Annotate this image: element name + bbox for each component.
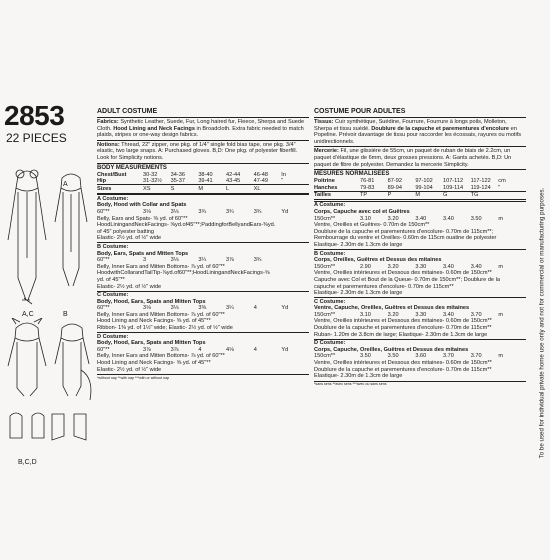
requirement-line: Elastic- 2½ yd. of ½" wide — [97, 366, 162, 373]
yardage-cell: 3.40 — [443, 263, 454, 270]
measurement-cell: 46-48 — [253, 171, 268, 178]
requirement-line: Hood Lining and Neck Facings- ⅝ yd. of 45"** — [97, 360, 211, 367]
requirement-line: Rembourrage du ventre et Oreilles- 0.60m de 115cm ouatine de polyester — [314, 235, 497, 242]
measurement-cell: 30-32 — [143, 171, 158, 178]
size-cell-blank — [281, 185, 309, 193]
yardage-cell: 3.50 — [470, 215, 482, 222]
size-cell: S — [171, 185, 199, 193]
requirement-line: Elastique- 2.30m de 1.3cm de large — [314, 290, 403, 297]
tissus-label: Tissus: — [314, 119, 334, 125]
size-cell: M — [415, 191, 443, 199]
mercerie-label: Mercerie: — [314, 148, 339, 155]
yardage-cell: 4 — [253, 305, 257, 312]
usage-sidebar — [537, 94, 546, 552]
yardage-cell: 3.40 — [415, 215, 427, 222]
yardage-cell: 3¾ — [198, 208, 207, 215]
yardage-cell: 3.70 — [443, 353, 454, 360]
measurement-row — [314, 185, 526, 192]
french-fabrics — [314, 119, 526, 145]
measurement-row — [97, 178, 309, 185]
requirement-line: Elastic- 2½ yd. of ½" wide — [97, 283, 162, 290]
measurement-cell: 38-40 — [198, 171, 213, 178]
measurement-cell: 89-94 — [387, 184, 402, 191]
yardage-cell: 3⅞ — [226, 257, 234, 264]
yardage-row — [314, 264, 526, 271]
measurement-cell: " — [498, 184, 501, 191]
measurement-cell: 31-32½ — [143, 177, 162, 184]
measurement-label: Hip — [97, 177, 107, 184]
requirement-line: capuche et parementures d'encolure- 0.70m de 115cm** — [314, 283, 454, 290]
size-row — [97, 185, 309, 193]
measurement-cell: 119-124 — [470, 184, 491, 191]
yardage-cell: 3⅛ — [170, 257, 179, 264]
costume-title: D Costume: — [97, 333, 129, 340]
yardage-cell: 3⅛ — [170, 305, 179, 312]
size-cell: TG — [471, 191, 499, 199]
sketch-label-b: B — [63, 311, 68, 318]
measurement-cell: In — [281, 171, 286, 178]
yardage-label: 150cm** — [314, 353, 336, 360]
costume-title: B Costume: — [97, 243, 129, 250]
french-bm-body — [314, 178, 526, 200]
sketch-label-a-c: A,C — [22, 311, 34, 318]
yardage-cell: 3 — [143, 257, 147, 264]
requirement-line: Ventre, Oreilles intérieures et Dessous des mitaines- 0.60m de 150cm** — [314, 270, 492, 277]
yardage-cell: 3.70 — [470, 353, 482, 360]
yardage-label: 60"** — [97, 346, 110, 353]
measurement-cell: 117-122 — [470, 178, 491, 185]
costume-section — [314, 249, 526, 297]
costume-section — [314, 339, 526, 380]
measurement-cell: 76-81 — [360, 178, 375, 185]
yardage-cell: Yd — [281, 208, 289, 215]
measurement-cell: 107-112 — [442, 178, 464, 185]
fabrics-text: Synthetic Leather, Suede, Fur, Long haired fur, Fleece, Sherpa and Suede Cloth. — [97, 119, 305, 132]
requirement-line: Belly, Inner Ears and Mitten Bottoms- ⅞ yd. of 60"** — [97, 311, 225, 318]
size-cell-blank — [498, 191, 526, 199]
yardage-row — [314, 353, 526, 360]
yardage-row — [314, 216, 526, 223]
requirement-line: Capuche avec Col et Bout de la Queue- 0.70m de 150cm**; Doublure de la — [314, 276, 500, 283]
costume-title: B Costume: — [314, 250, 346, 257]
measurement-cell: 47-49 — [253, 177, 268, 184]
sketch-b-front — [4, 318, 50, 398]
size-cell: G — [443, 191, 471, 199]
french-footnote: *sans sens **avec sens ***avec ou sans sens — [314, 381, 526, 387]
french-heading: COSTUME POUR ADULTES — [314, 107, 526, 118]
requirement-line: HoodLiningandNeckFacings- ⅝yd.of45"**;PaddingforBellyandEars-⅜yd. — [97, 222, 276, 229]
costume-section — [314, 297, 526, 338]
fabrics-bold: Hood Lining and Neck Facings — [113, 125, 195, 132]
yardage-cell: m — [498, 311, 504, 318]
yardage-cell: 3.40 — [443, 215, 454, 222]
pieces-line: Body, Ears, Spats and Mitten Tops — [97, 250, 189, 257]
costume-title: C Costume: — [97, 292, 129, 299]
yardage-cell: 3⅛ — [170, 208, 179, 215]
requirement-line: Doublure de la capuche et parementures d'encolure- 0.70m de 115cm**; — [314, 228, 494, 235]
measurement-cell: 109-114 — [442, 184, 464, 191]
yardage-cell: 3¼ — [198, 257, 207, 264]
yardage-label: 150cm** — [314, 215, 336, 222]
requirement-line: Ventre, Oreilles intérieures et Dessous des mitaines- 0.60m de 150cm** — [314, 360, 492, 367]
fabrics-tail: in Broadcloth. — [196, 125, 231, 132]
requirement-line: Hood Lining and Neck Facings- ⅝ yd. of 45"** — [97, 318, 211, 325]
mercerie-text: Fil, une glissière de 55cm, un paquet de ruban de biais de 2.2cm, un paquet d'élastique de 6mm, deux grosses pressions. A: Gants achetés. B,D: Un paquet de fibre de polyester. Demandez la mercerie Simplicity. — [314, 148, 512, 168]
yardage-cell: Yd — [281, 346, 289, 353]
sketch-b-back — [50, 320, 96, 404]
size-cell: L — [226, 185, 254, 193]
usage-note: To be used for individual private home use only and not for commercial or manufacturing purposes. — [538, 187, 545, 459]
yardage-cell: 3¾ — [253, 257, 262, 264]
size-cell: M — [198, 185, 226, 193]
yardage-label: 150cm** — [314, 311, 336, 318]
yardage-cell: 3⅛ — [143, 208, 151, 215]
size-cell: P — [388, 191, 416, 199]
french-notions — [314, 148, 526, 168]
yardage-cell: 3.10 — [360, 215, 371, 222]
yardage-cell: 3¾ — [226, 208, 234, 215]
yardage-cell: 3⅞ — [170, 346, 179, 353]
costume-title: C Costume: — [314, 298, 346, 305]
yardage-cell: m — [498, 263, 504, 270]
yardage-row — [97, 209, 309, 216]
yardage-cell: 3⅞ — [143, 346, 151, 353]
yardage-cell: 3.30 — [415, 263, 427, 270]
french-bm-heading: MESURES NORMALISEES — [314, 171, 390, 178]
size-cell: TP — [360, 191, 388, 199]
requirement-line: Ribbon- 1⅜ yd. of 1½" wide; Elastic- 2½ yd. of ½" wide — [97, 325, 233, 332]
yardage-cell: 3.10 — [360, 311, 371, 318]
piece-count: 22 PIECES — [6, 131, 67, 145]
french-column — [314, 107, 526, 387]
costume-title: A Costume: — [314, 202, 346, 209]
yardage-label: 60"** — [97, 208, 110, 215]
measurement-cell: cm — [498, 178, 506, 185]
yardage-cell: 3.50 — [387, 353, 399, 360]
size-label: Sizes — [97, 185, 143, 193]
requirement-line: Doublure de la capuche et parementures d'encolure- 0.70m de 115cm** — [314, 366, 492, 373]
measurement-label: Chest/Bust — [97, 171, 127, 178]
sketch-a-back — [50, 172, 92, 292]
sketch-mittens — [6, 410, 50, 446]
yardage-cell: 4 — [198, 346, 202, 353]
requirement-line: of 45" polyester batting — [97, 228, 155, 235]
costume-title: A Costume: — [97, 195, 129, 202]
requirement-line: Belly, Inner Ears and Mitten Bottoms- ⅞ yd. of 60"** — [97, 263, 225, 270]
requirement-line: Doublure de la capuche et parementures d'encolure- 0.70m de 115cm** — [314, 325, 492, 332]
notions-text: Thread, 22" zipper, one pkg. of 1/4" single fold bias tape, one pkg. 3/4" elastic, two large snaps. A: Purchased gloves. B,D: One pkg. of polyester fiberfill. Look for Simplicity notions. — [97, 141, 298, 161]
yardage-cell: 3⅛ — [143, 305, 151, 312]
pieces-line: Corps, Capuche, Oreilles, Guêtres et Dessus des mitaines — [314, 346, 469, 353]
english-column — [97, 107, 309, 380]
yardage-cell: 4⅛ — [226, 346, 234, 353]
yardage-label: 60"** — [97, 257, 110, 264]
yardage-cell: 4 — [253, 346, 257, 353]
yardage-cell: 3.70 — [470, 311, 482, 318]
yardage-row — [97, 347, 309, 354]
measurement-cell: 87-92 — [387, 178, 402, 185]
yardage-label: 150cm** — [314, 263, 336, 270]
yardage-cell: m — [498, 215, 504, 222]
yardage-row — [97, 305, 309, 312]
measurement-cell: 79-83 — [360, 184, 375, 191]
costume-section — [314, 201, 526, 249]
measurement-cell: " — [281, 177, 284, 184]
yardage-cell: 3.50 — [360, 353, 371, 360]
requirement-line: HoodwithCollarandTailTip-⅞yd.of60"**;HoodLiningandNeckFacings-⅝ — [97, 270, 270, 277]
requirement-line: Elastic- 2½ yd. of ½" wide — [97, 235, 162, 242]
yardage-cell: 3.20 — [387, 311, 399, 318]
english-notions — [97, 142, 309, 162]
english-footnote: *without nap **with nap ***with or without nap — [97, 374, 309, 380]
measurement-cell: 42-44 — [225, 171, 241, 178]
size-row — [314, 191, 526, 199]
english-heading: ADULT COSTUME — [97, 107, 309, 118]
tissus-text: Cuir synthétique, Suédine, Fourrure, Fourrure à longs poils, Molleton, Sherpa et tissu suédé. — [314, 119, 507, 132]
yardage-cell: 3.30 — [415, 311, 427, 318]
yardage-cell: Yd — [281, 305, 289, 312]
pieces-line: Corps, Capuche avec col et Guêtres — [314, 208, 410, 215]
pieces-line: Body, Hood, Ears, Spats and Mitten Tops — [97, 298, 206, 305]
english-bm-body — [97, 172, 309, 194]
sketch-label-b-c-d: B,C,D — [18, 459, 37, 466]
yardage-cell — [281, 257, 309, 264]
requirement-line: Elastique- 2.30m de 1.3cm de large — [314, 373, 403, 380]
english-sections — [97, 194, 309, 373]
yardage-cell: 3.20 — [387, 215, 399, 222]
yardage-cell: 3.60 — [415, 353, 427, 360]
yardage-label: 60"** — [97, 305, 110, 312]
yardage-cell: 3¾ — [253, 208, 262, 215]
yardage-row — [97, 257, 309, 264]
costume-section — [97, 242, 309, 290]
requirement-line: Ventre, Oreilles et Guêtres- 0.70m de 150cm** — [314, 222, 430, 229]
measurement-cell: 34-36 — [170, 171, 185, 178]
sketch-a-front — [4, 168, 50, 308]
size-label: Tailles — [314, 191, 360, 199]
measurement-cell: 43-45 — [225, 177, 241, 184]
yardage-cell: 3.40 — [470, 263, 482, 270]
english-bm-heading: BODY MEASUREMENTS — [97, 164, 167, 171]
yardage-row — [314, 312, 526, 319]
yardage-cell: 3.40 — [443, 311, 454, 318]
measurement-label: Poitrine — [314, 178, 335, 185]
english-measurement-table — [97, 172, 309, 194]
costume-title: D Costume: — [314, 340, 346, 347]
yardage-cell: 3⅜ — [198, 305, 207, 312]
sketch-spats — [48, 410, 92, 446]
notions-label: Notions: — [97, 141, 120, 148]
requirement-line: Ruban- 1.20m de 3.8cm de large; Elastique- 2.30m de 1.3cm de large — [314, 331, 488, 338]
pieces-line: Body, Hood, Ears, Spats and Mitten Tops — [97, 340, 206, 347]
english-fabrics — [97, 119, 309, 139]
size-cell: XL — [254, 185, 282, 193]
yardage-cell: m — [498, 353, 504, 360]
measurement-cell: 39-41 — [198, 177, 213, 184]
measurement-cell: 97-102 — [415, 178, 433, 185]
pieces-line: Corps, Oreilles, Guêtres et Dessus des mitaines — [314, 257, 442, 264]
requirement-line: yd. of 45"** — [97, 276, 125, 283]
requirement-line: Belly, Ears and Spats- ⅜ yd. of 60"** — [97, 215, 188, 222]
yardage-cell: 2.90 — [360, 263, 371, 270]
measurement-cell: 99-104 — [415, 184, 433, 191]
costume-section — [97, 332, 309, 373]
costume-section — [97, 291, 309, 332]
pattern-number: 2853 — [4, 100, 65, 131]
yardage-cell: 3¼ — [226, 305, 234, 312]
french-sections — [314, 201, 526, 380]
pieces-line: Ventre, Capuche, Oreilles, Guêtres et Dessus des mitaines — [314, 305, 470, 312]
requirement-line: Elastique- 2.30m de 1.3cm de large — [314, 241, 403, 248]
requirement-line: Belly, Inner Ears and Mitten Bottoms- ⅞ yd. of 60"** — [97, 353, 225, 360]
fabrics-extra: Extra fabric needed to match plaids, stripes or one-way design fabrics. — [97, 125, 304, 139]
fabrics-label: Fabrics: — [97, 119, 119, 125]
size-cell: XS — [143, 185, 171, 193]
tissus-bold: Doublure de la capuche et parementures d'encolure — [371, 125, 510, 132]
pieces-line: Body, Hood with Collar and Spats — [97, 202, 187, 209]
sketch-label-a: A — [63, 181, 68, 188]
yardage-cell: 3.20 — [387, 263, 399, 270]
measurement-cell: 35-37 — [170, 177, 185, 184]
costume-section — [97, 194, 309, 242]
french-measurement-table — [314, 178, 526, 200]
requirement-line: Ventre, Oreilles intérieures et Dessous des mitaines- 0.60m de 150cm** — [314, 318, 492, 325]
tissus-tail: en Popeline. — [314, 125, 517, 139]
measurement-label: Hanches — [314, 184, 338, 191]
tissus-extra: Prévoir davantage de tissu pour raccorder les écossais, rayures ou motifs unidirectionnels. — [314, 132, 522, 145]
